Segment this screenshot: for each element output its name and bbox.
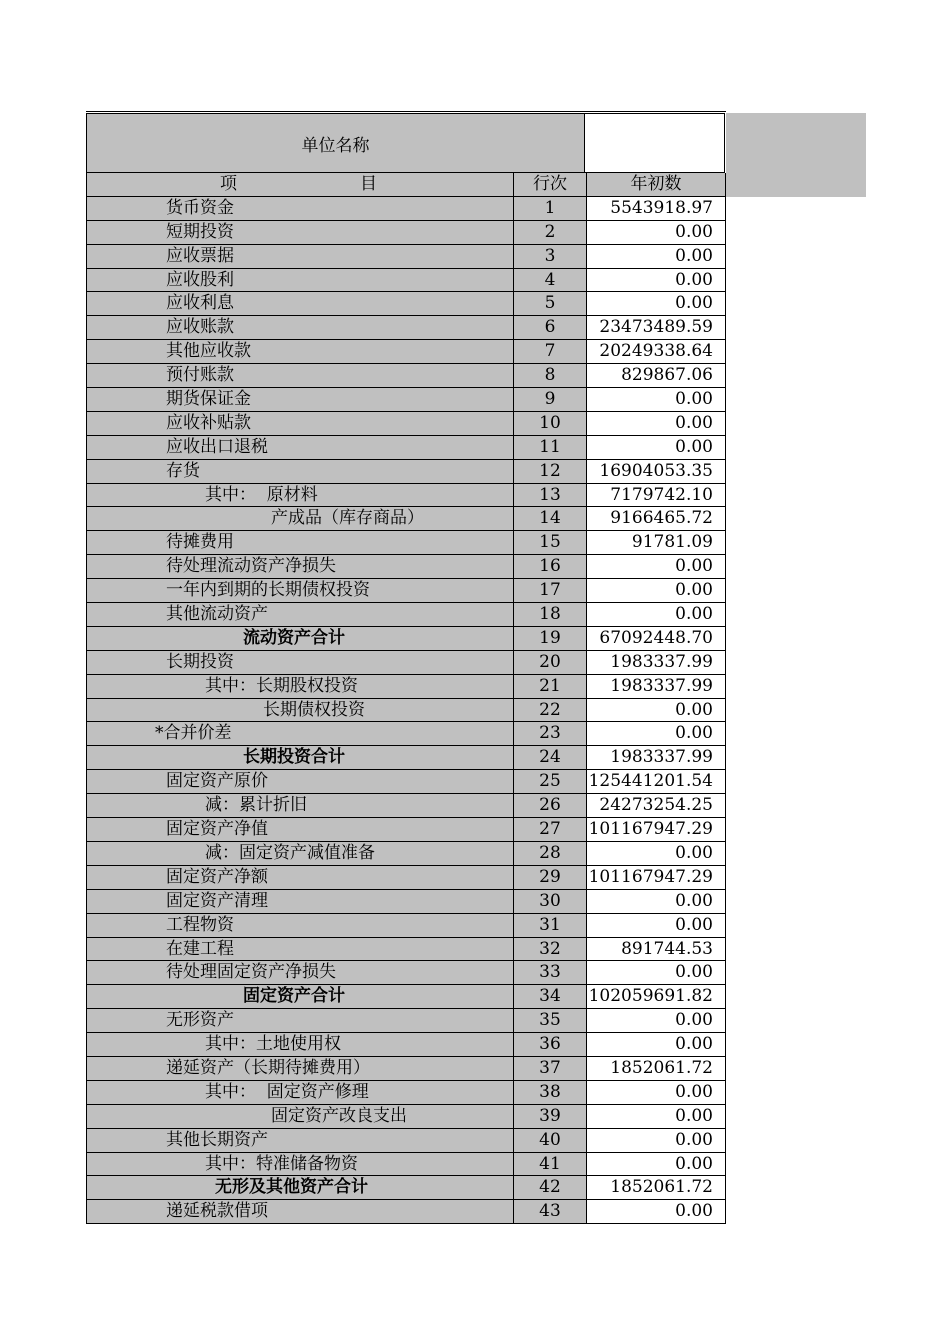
item-cell: 应收补贴款 — [86, 412, 513, 436]
table-row — [86, 364, 726, 388]
item-cell: 预付账款 — [86, 364, 513, 388]
row-no-cell: 16 — [513, 555, 586, 579]
table-body — [86, 197, 726, 1224]
table-row — [86, 842, 726, 866]
row-no-cell: 29 — [513, 866, 586, 890]
row-no-cell: 5 — [513, 292, 586, 316]
row-no-cell: 28 — [513, 842, 586, 866]
table-top-border — [86, 111, 726, 112]
table-row — [86, 651, 726, 675]
begin-value-cell[interactable]: 0.00 — [586, 221, 726, 245]
begin-value-cell[interactable]: 0.00 — [586, 1129, 726, 1153]
table-row — [86, 316, 726, 340]
item-cell: 无形资产 — [86, 1009, 513, 1033]
begin-value-cell[interactable]: 1852061.72 — [586, 1176, 726, 1200]
item-cell: *合并价差 — [86, 722, 513, 746]
item-cell: 其中：长期股权投资 — [86, 675, 513, 699]
item-cell: 固定资产原价 — [86, 770, 513, 794]
row-no-cell: 25 — [513, 770, 586, 794]
row-no-cell: 41 — [513, 1153, 586, 1177]
header-gray-extension — [726, 113, 866, 197]
begin-value-cell[interactable]: 891744.53 — [586, 938, 726, 962]
item-cell: 应收利息 — [86, 292, 513, 316]
row-no-cell: 3 — [513, 245, 586, 269]
table-row — [86, 579, 726, 603]
row-no-cell: 4 — [513, 269, 586, 293]
table-row — [86, 1176, 726, 1200]
begin-value-cell[interactable]: 0.00 — [586, 1033, 726, 1057]
begin-value-cell[interactable]: 1983337.99 — [586, 675, 726, 699]
table-row — [86, 245, 726, 269]
column-header-row — [86, 173, 726, 197]
item-cell: 固定资产清理 — [86, 890, 513, 914]
row-no-cell: 27 — [513, 818, 586, 842]
begin-value-cell[interactable]: 23473489.59 — [586, 316, 726, 340]
row-no-cell: 6 — [513, 316, 586, 340]
row-no-cell: 17 — [513, 579, 586, 603]
row-no-cell: 40 — [513, 1129, 586, 1153]
row-no-cell: 2 — [513, 221, 586, 245]
row-no-cell: 39 — [513, 1105, 586, 1129]
item-cell: 其他长期资产 — [86, 1129, 513, 1153]
row-no-cell: 36 — [513, 1033, 586, 1057]
table-row — [86, 269, 726, 293]
begin-value-cell[interactable]: 0.00 — [586, 245, 726, 269]
begin-value-cell[interactable]: 91781.09 — [586, 531, 726, 555]
unit-name-label: 单位名称 — [301, 135, 370, 156]
item-cell: 其中： 固定资产修理 — [86, 1081, 513, 1105]
unit-name-value-cell[interactable] — [584, 113, 725, 173]
table-row — [86, 555, 726, 579]
item-cell: 待处理流动资产净损失 — [86, 555, 513, 579]
balance-sheet-table — [86, 113, 726, 1224]
item-cell: 应收票据 — [86, 245, 513, 269]
row-no-cell: 43 — [513, 1200, 586, 1224]
table-row — [86, 197, 726, 221]
item-cell: 长期债权投资 — [86, 699, 513, 723]
begin-value-cell[interactable]: 20249338.64 — [586, 340, 726, 364]
item-cell: 减：固定资产减值准备 — [86, 842, 513, 866]
row-no-cell: 10 — [513, 412, 586, 436]
table-row — [86, 531, 726, 555]
row-no-cell: 42 — [513, 1176, 586, 1200]
table-row — [86, 794, 726, 818]
table-row — [86, 388, 726, 412]
table-row — [86, 746, 726, 770]
table-row — [86, 627, 726, 651]
begin-value-cell[interactable]: 0.00 — [586, 914, 726, 938]
row-no-cell: 9 — [513, 388, 586, 412]
table-row — [86, 412, 726, 436]
item-cell: 存货 — [86, 460, 513, 484]
row-no-cell: 35 — [513, 1009, 586, 1033]
begin-value-cell[interactable]: 0.00 — [586, 1105, 726, 1129]
item-cell: 应收出口退税 — [86, 436, 513, 460]
begin-value-cell[interactable]: 102059691.82 — [586, 985, 726, 1009]
row-no-cell: 24 — [513, 746, 586, 770]
table-row — [86, 292, 726, 316]
table-row — [86, 1105, 726, 1129]
table-row — [86, 675, 726, 699]
begin-value-cell[interactable]: 0.00 — [586, 961, 726, 985]
table-row — [86, 961, 726, 985]
begin-value-cell[interactable]: 0.00 — [586, 412, 726, 436]
row-no-cell: 33 — [513, 961, 586, 985]
table-row — [86, 938, 726, 962]
table-row — [86, 1033, 726, 1057]
row-no-cell: 12 — [513, 460, 586, 484]
unit-name-label-cell — [86, 113, 584, 173]
item-cell: 其他流动资产 — [86, 603, 513, 627]
begin-value-cell[interactable]: 0.00 — [586, 555, 726, 579]
row-no-cell: 38 — [513, 1081, 586, 1105]
item-cell: 待处理固定资产净损失 — [86, 961, 513, 985]
item-cell: 长期投资合计 — [86, 746, 513, 770]
begin-value-cell[interactable]: 0.00 — [586, 722, 726, 746]
table-row — [86, 866, 726, 890]
table-row — [86, 1057, 726, 1081]
item-cell: 其中：土地使用权 — [86, 1033, 513, 1057]
row-no-cell: 37 — [513, 1057, 586, 1081]
begin-value-cell[interactable]: 67092448.70 — [586, 627, 726, 651]
begin-value-cell[interactable]: 0.00 — [586, 890, 726, 914]
begin-value-cell[interactable]: 16904053.35 — [586, 460, 726, 484]
row-no-cell: 11 — [513, 436, 586, 460]
begin-value-cell[interactable]: 0.00 — [586, 1200, 726, 1224]
item-cell: 期货保证金 — [86, 388, 513, 412]
begin-value-cell[interactable]: 5543918.97 — [586, 197, 726, 221]
table-row — [86, 507, 726, 531]
row-no-cell: 14 — [513, 507, 586, 531]
item-cell: 应收账款 — [86, 316, 513, 340]
item-cell: 流动资产合计 — [86, 627, 513, 651]
table-row — [86, 1009, 726, 1033]
item-cell: 递延税款借项 — [86, 1200, 513, 1224]
table-row — [86, 460, 726, 484]
begin-value-cell[interactable]: 0.00 — [586, 1009, 726, 1033]
item-cell: 无形及其他资产合计 — [86, 1176, 513, 1200]
begin-value-cell[interactable]: 0.00 — [586, 292, 726, 316]
table-row — [86, 722, 726, 746]
row-no-cell: 22 — [513, 699, 586, 723]
row-no-cell: 19 — [513, 627, 586, 651]
table-row — [86, 985, 726, 1009]
begin-value-cell[interactable]: 24273254.25 — [586, 794, 726, 818]
begin-value-cell[interactable]: 0.00 — [586, 1081, 726, 1105]
begin-value-cell[interactable]: 0.00 — [586, 1153, 726, 1177]
begin-value-cell[interactable]: 0.00 — [586, 699, 726, 723]
begin-value-cell[interactable]: 1983337.99 — [586, 651, 726, 675]
item-cell: 固定资产合计 — [86, 985, 513, 1009]
table-row — [86, 1081, 726, 1105]
row-no-cell: 15 — [513, 531, 586, 555]
table-row — [86, 436, 726, 460]
row-no-cell: 8 — [513, 364, 586, 388]
table-row — [86, 699, 726, 723]
row-no-cell: 1 — [513, 197, 586, 221]
begin-value-cell[interactable]: 0.00 — [586, 842, 726, 866]
row-no-cell: 20 — [513, 651, 586, 675]
item-cell: 产成品（库存商品） — [86, 507, 513, 531]
table-row — [86, 770, 726, 794]
item-cell: 短期投资 — [86, 221, 513, 245]
item-cell: 在建工程 — [86, 938, 513, 962]
col-header-item — [86, 173, 513, 197]
col-header-begin: 年初数 — [586, 173, 726, 197]
table-row — [86, 1129, 726, 1153]
unit-name-row — [86, 113, 726, 173]
col-header-item-a: 项 — [220, 174, 237, 194]
begin-value-cell[interactable]: 101167947.29 — [586, 818, 726, 842]
item-cell: 其他应收款 — [86, 340, 513, 364]
begin-value-cell[interactable]: 125441201.54 — [586, 770, 726, 794]
begin-value-cell[interactable]: 0.00 — [586, 579, 726, 603]
row-no-cell: 7 — [513, 340, 586, 364]
row-no-cell: 23 — [513, 722, 586, 746]
item-cell: 固定资产改良支出 — [86, 1105, 513, 1129]
item-cell: 工程物资 — [86, 914, 513, 938]
table-row — [86, 484, 726, 508]
row-no-cell: 32 — [513, 938, 586, 962]
item-cell: 货币资金 — [86, 197, 513, 221]
row-no-cell: 21 — [513, 675, 586, 699]
row-no-cell: 34 — [513, 985, 586, 1009]
item-cell: 待摊费用 — [86, 531, 513, 555]
begin-value-cell[interactable]: 1983337.99 — [586, 746, 726, 770]
item-cell: 递延资产（长期待摊费用） — [86, 1057, 513, 1081]
begin-value-cell[interactable]: 829867.06 — [586, 364, 726, 388]
item-cell: 其中： 原材料 — [86, 484, 513, 508]
row-no-cell: 30 — [513, 890, 586, 914]
begin-value-cell[interactable]: 101167947.29 — [586, 866, 726, 890]
table-row — [86, 603, 726, 627]
table-row — [86, 818, 726, 842]
col-header-row-no: 行次 — [513, 173, 586, 197]
col-header-item-b: 目 — [360, 174, 377, 194]
row-no-cell: 31 — [513, 914, 586, 938]
item-cell: 固定资产净值 — [86, 818, 513, 842]
row-no-cell: 18 — [513, 603, 586, 627]
row-no-cell: 13 — [513, 484, 586, 508]
item-cell: 其中：特准储备物资 — [86, 1153, 513, 1177]
item-cell: 一年内到期的长期债权投资 — [86, 579, 513, 603]
begin-value-cell[interactable]: 0.00 — [586, 436, 726, 460]
item-cell: 长期投资 — [86, 651, 513, 675]
table-row — [86, 1153, 726, 1177]
table-row — [86, 890, 726, 914]
begin-value-cell[interactable]: 0.00 — [586, 388, 726, 412]
item-cell: 固定资产净额 — [86, 866, 513, 890]
item-cell: 减：累计折旧 — [86, 794, 513, 818]
table-row — [86, 340, 726, 364]
begin-value-cell[interactable]: 0.00 — [586, 269, 726, 293]
begin-value-cell[interactable]: 9166465.72 — [586, 507, 726, 531]
table-row — [86, 1200, 726, 1224]
table-row — [86, 914, 726, 938]
table-row — [86, 221, 726, 245]
begin-value-cell[interactable]: 0.00 — [586, 603, 726, 627]
row-no-cell: 26 — [513, 794, 586, 818]
item-cell: 应收股利 — [86, 269, 513, 293]
begin-value-cell[interactable]: 7179742.10 — [586, 484, 726, 508]
begin-value-cell[interactable]: 1852061.72 — [586, 1057, 726, 1081]
